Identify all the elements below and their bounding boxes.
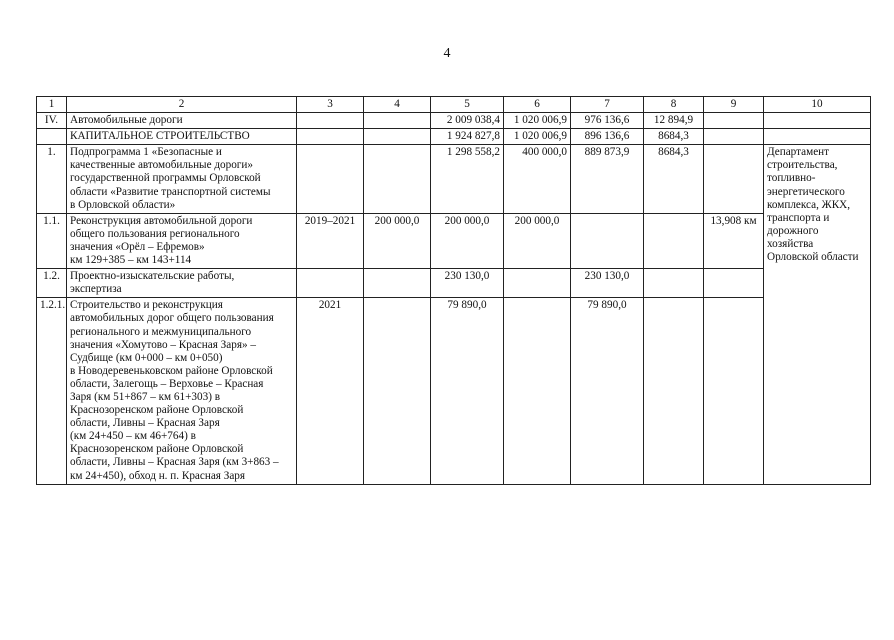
header-cell: 8 [644,97,704,113]
row-total: 200 000,0 [431,213,504,268]
row-col9 [704,145,764,213]
row-col7: 79 890,0 [571,298,644,484]
row-col7: 976 136,6 [571,113,644,129]
row-total: 230 130,0 [431,269,504,298]
row-number [37,129,67,145]
row-col7: 230 130,0 [571,269,644,298]
row-cost [364,113,431,129]
row-name: Подпрограмма 1 «Безопасные и качественные автомобильные дороги» государственной программы Орловской области «Развитие транспортной системы в Орловской области» [67,145,297,213]
row-col10 [764,129,871,145]
row-number: 1.2. [37,269,67,298]
table-row [37,269,871,298]
table-row [37,145,871,213]
table-row [37,129,871,145]
header-cell: 9 [704,97,764,113]
row-total: 79 890,0 [431,298,504,484]
row-name: КАПИТАЛЬНОЕ СТРОИТЕЛЬСТВО [67,129,297,145]
row-col8 [644,269,704,298]
row-cost [364,269,431,298]
row-col6: 1 020 006,9 [504,113,571,129]
row-period: 2019–2021 [297,213,364,268]
header-cell: 4 [364,97,431,113]
table-row [37,213,871,268]
header-cell: 7 [571,97,644,113]
row-col9: 13,908 км [704,213,764,268]
row-number: 1.1. [37,213,67,268]
row-total: 1 298 558,2 [431,145,504,213]
row-number: 1. [37,145,67,213]
budget-table [36,96,871,485]
row-cost [364,129,431,145]
row-col6 [504,269,571,298]
row-col8: 12 894,9 [644,113,704,129]
row-col6: 400 000,0 [504,145,571,213]
row-col6: 1 020 006,9 [504,129,571,145]
row-col8: 8684,3 [644,129,704,145]
row-name: Автомобильные дороги [67,113,297,129]
row-number: 1.2.1. [37,298,67,484]
row-col9 [704,269,764,298]
table-row [37,113,871,129]
row-period [297,145,364,213]
header-cell: 2 [67,97,297,113]
row-col8: 8684,3 [644,145,704,213]
row-cost [364,298,431,484]
row-total: 1 924 827,8 [431,129,504,145]
row-col8 [644,213,704,268]
header-cell: 5 [431,97,504,113]
header-cell: 3 [297,97,364,113]
row-col8 [644,298,704,484]
row-total: 2 009 038,4 [431,113,504,129]
row-col9 [704,129,764,145]
header-row [37,97,871,113]
row-col7: 896 136,6 [571,129,644,145]
responsible-department: Департамент строительства, топливно- энергетического комплекса, ЖКХ, транспорта и дорожного хозяйства Орловской области [764,145,871,484]
row-name: Проектно-изыскательские работы, экспертиза [67,269,297,298]
row-period [297,129,364,145]
header-cell: 1 [37,97,67,113]
row-name: Реконструкция автомобильной дороги общего пользования регионального значения «Орёл – Ефремов» км 129+385 – км 143+114 [67,213,297,268]
row-col10 [764,113,871,129]
row-col6 [504,298,571,484]
header-cell: 10 [764,97,871,113]
row-cost [364,145,431,213]
row-number: IV. [37,113,67,129]
row-col6: 200 000,0 [504,213,571,268]
row-period [297,269,364,298]
row-name: Строительство и реконструкция автомобильных дорог общего пользования регионального и межмуниципального значения «Хомутово – Красная Заря» – Судбище (км 0+000 – км 0+050) в Новодеревеньковском районе Орловской области, Залегощь – Верховье – Красная Заря (км 51+867 – км 61+303) в Краснозоренском районе Орловской области, Ливны – Красная Заря (км 24+450 – км 46+764) в Краснозоренском районе Орловской области, Ливны – Красная Заря (км 3+863 – км 24+450), обход н. п. Красная Заря [67,298,297,484]
header-cell: 6 [504,97,571,113]
row-col7: 889 873,9 [571,145,644,213]
row-col7 [571,213,644,268]
row-period [297,113,364,129]
row-col9 [704,298,764,484]
row-cost: 200 000,0 [364,213,431,268]
row-period: 2021 [297,298,364,484]
page-number: 4 [443,46,451,61]
row-col9 [704,113,764,129]
table-row [37,298,871,484]
